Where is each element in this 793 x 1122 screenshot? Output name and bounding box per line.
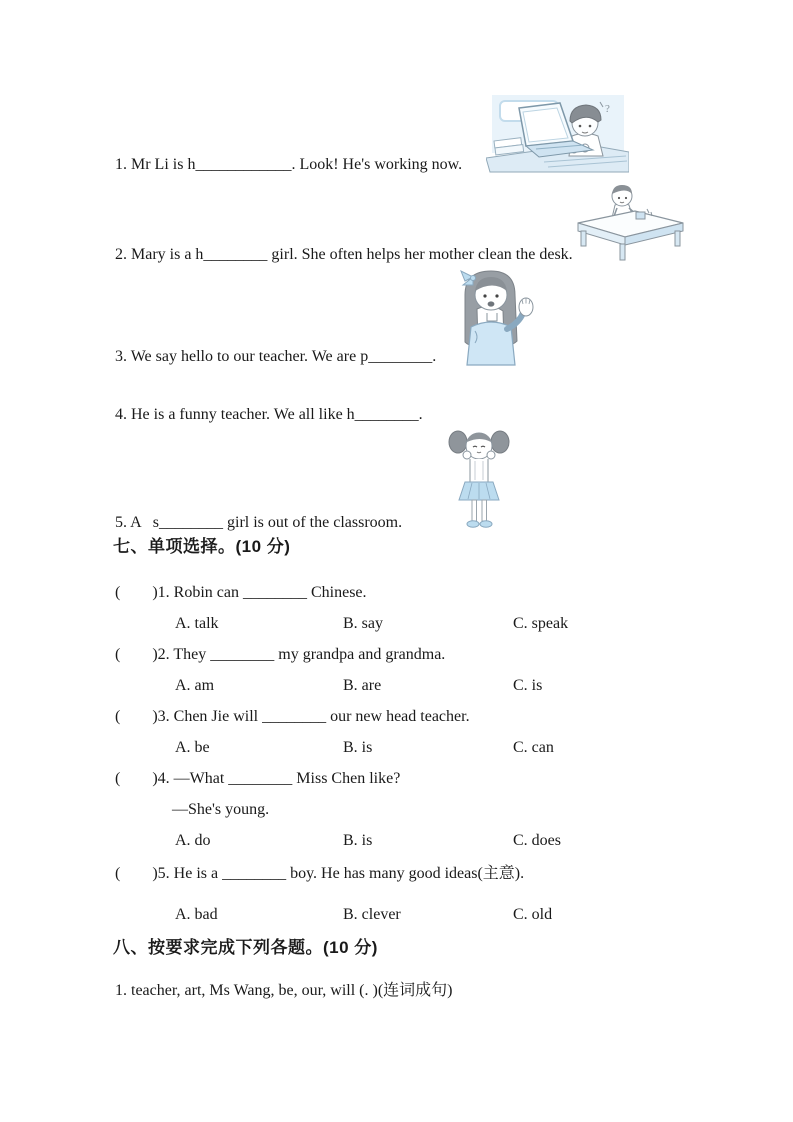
mc-question-5-stem: ( )5. He is a ________ boy. He has many good ideas(主意). [115, 865, 525, 882]
mc-question-3-stem: ( )3. Chen Jie will ________ our new head teacher. [115, 708, 470, 725]
blouse [470, 459, 488, 482]
right-shoe [480, 521, 492, 527]
mc-q5-option-b: B. clever [343, 906, 401, 923]
fill-blank-question-5: 5. A s________ girl is out of the classroom. [115, 514, 403, 531]
left-shoe [467, 521, 479, 527]
right-pigtail [491, 431, 509, 453]
mc-question-4-answer-line: —She's young. [172, 801, 270, 818]
fill-blank-question-2: 2. Mary is a h________ girl. She often helps her mother clean the desk. [115, 246, 573, 263]
waving-hand [519, 298, 533, 316]
fill-blank-question-4: 4. He is a funny teacher. We all like h________. [115, 406, 423, 423]
section-8-title: 八、按要求完成下列各题。(10 分) [113, 938, 378, 957]
desk [578, 211, 683, 260]
mc-question-1-options [0, 614, 793, 634]
shy-girl-standing-illustration [448, 428, 510, 532]
mc-q3-option-a: A. be [175, 739, 210, 756]
mc-question-5-options [0, 905, 793, 925]
right-hand-on-cheek [487, 451, 495, 459]
mc-q4-option-a: A. do [175, 832, 211, 849]
mc-q5-option-a: A. bad [175, 906, 218, 923]
girl-waving-hello-illustration [447, 265, 539, 368]
mc-question-2-stem: ( )2. They ________ my grandpa and grandma. [115, 646, 446, 663]
mc-q1-option-a: A. talk [175, 615, 219, 632]
left-hand-on-cheek [463, 451, 471, 459]
mc-q2-option-b: B. are [343, 677, 382, 694]
section-8-item-1: 1. teacher, art, Ms Wang, be, our, will (. )(连词成句) [115, 982, 453, 999]
mc-q1-option-c: C. speak [513, 615, 569, 632]
neck [487, 313, 497, 321]
mc-question-1-stem: ( )1. Robin can ________ Chinese. [115, 584, 367, 601]
mc-q4-option-c: C. does [513, 832, 561, 849]
mc-q5-option-c: C. old [513, 906, 553, 923]
right-leg [482, 500, 487, 521]
fill-blank-question-1: 1. Mr Li is h____________. Look! He's working now. [115, 156, 463, 173]
man-working-on-laptop-illustration [486, 92, 629, 177]
fill-blank-question-3: 3. We say hello to our teacher. We are p________. [115, 348, 437, 365]
mc-question-4-options [0, 831, 793, 851]
mc-question-3-options [0, 738, 793, 758]
mc-question-2-options [0, 676, 793, 696]
mc-q2-option-a: A. am [175, 677, 215, 694]
mc-q3-option-c: C. can [513, 739, 554, 756]
open-mouth [488, 301, 495, 306]
left-leg [472, 500, 477, 521]
mc-q2-option-c: C. is [513, 677, 543, 694]
mc-q4-option-b: B. is [343, 832, 373, 849]
mc-q3-option-b: B. is [343, 739, 373, 756]
mc-question-4-stem: ( )4. —What ________ Miss Chen like? [115, 770, 401, 787]
hair-bow [461, 271, 476, 285]
section-7-title: 七、单项选择。(10 分) [113, 537, 291, 556]
child-cleaning-desk-illustration [575, 181, 687, 263]
cleaning-cloth [636, 212, 645, 219]
question-mark-doodle: ? [605, 103, 610, 115]
left-pigtail [449, 431, 467, 453]
paper-stack [494, 138, 524, 155]
mc-q1-option-b: B. say [343, 615, 383, 632]
